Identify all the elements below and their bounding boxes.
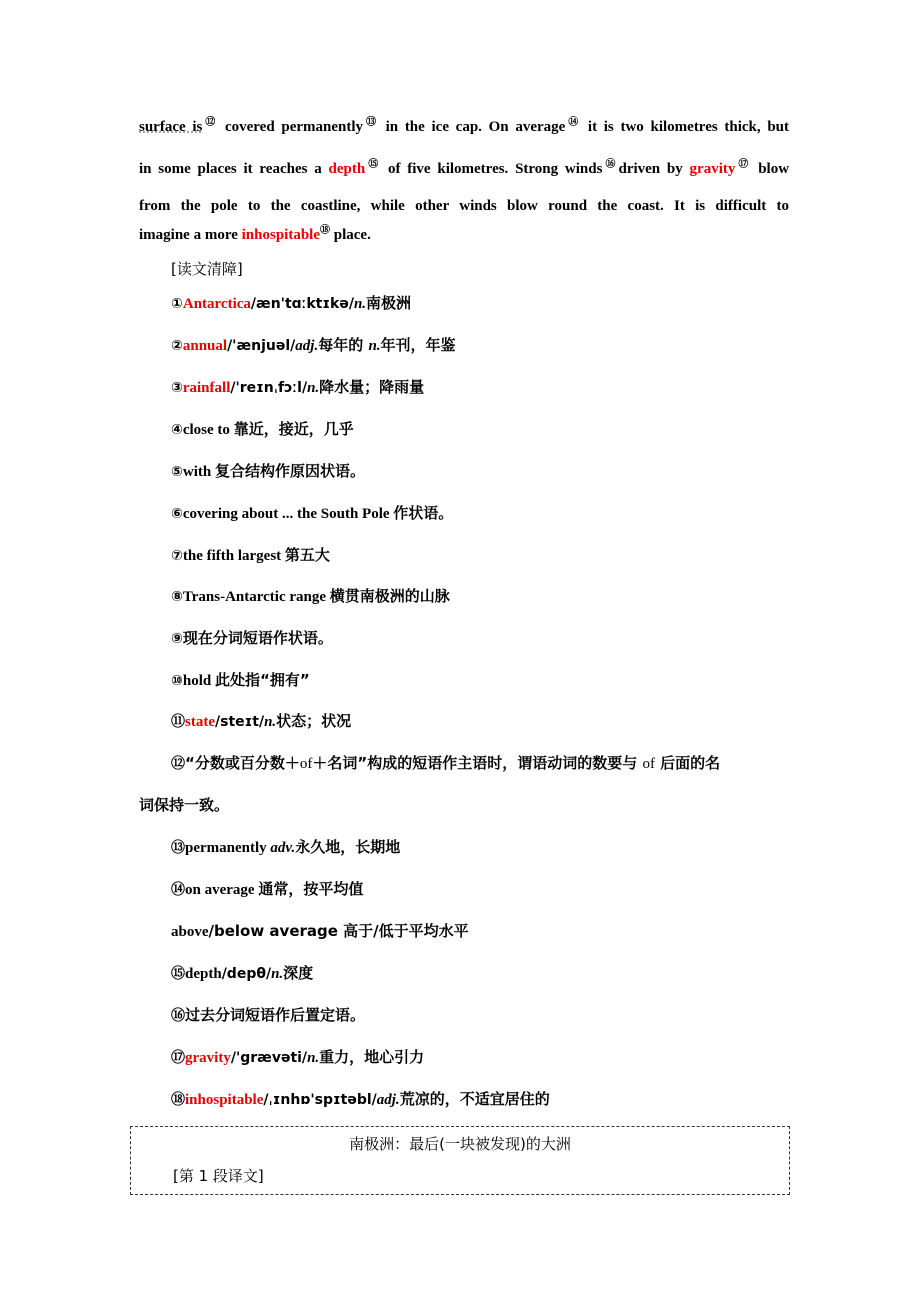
phonetic: /steɪt/ [215,714,265,730]
passage-text: covered permanently [224,119,364,135]
translation-title: 南极洲：最后(一块被发现)的大洲 [349,1135,571,1153]
passage-text: place. [333,227,371,243]
phonetic: /depθ/ [221,966,272,982]
vocab-word: rainfall [182,380,231,396]
keyword-gravity: gravity [689,161,736,177]
note-item-6: ⑥covering about ... the South Pole 作状语。 [171,504,454,522]
passage-text: it is two kilometres thick, but [587,119,790,135]
vocab-word: gravity [185,1050,231,1066]
note-item-11: ⑪state/steɪt/n.状态；状况 [171,712,352,730]
note-item-14: ⑭on average 通常，按平均值 [171,880,364,898]
note-ref-16: ⑯ [602,159,619,170]
note-ref-15: ⑮ [365,159,382,170]
passage-text: blow [758,161,790,177]
passage-text: in the ice cap. On average [385,119,566,135]
phonetic: /'grævəti/ [230,1050,308,1066]
note-item-10: ⑩hold 此处指“拥有” [171,671,310,689]
note-ref-13: ⑬ [363,117,379,128]
note-item-18: ⑱inhospitable/ˌɪnhɒ'spɪtəbl/adj.荒凉的，不适宜居住的 [171,1090,550,1108]
note-item-17: ⑰gravity/'grævəti/n.重力，地心引力 [171,1048,425,1066]
passage-line-1 [139,117,789,137]
vocab-word: inhospitable [185,1092,264,1108]
note-ref-18: ⑱ [320,225,330,236]
vocab-word: annual [182,338,228,354]
passage-text: driven by [618,161,690,177]
phonetic: /æn'tɑːktɪkə/ [250,296,354,312]
passage-line-3: from the pole to the coastline, while other winds blow round the coast. It is difficult to [139,198,789,214]
note-item-14-extra: above/below average 高于/低于平均水平 [171,922,469,940]
note-item-12: ⑫“分数或百分数＋of＋名词”构成的短语作主语时，谓语动词的数要与 of 后面的名 [171,754,721,772]
passage-text: surface is [139,119,203,135]
note-item-5: ⑤with 复合结构作原因状语。 [171,462,365,480]
note-item-16: ⑯过去分词短语作后置定语。 [171,1006,366,1024]
passage-text: imagine a more [139,227,242,243]
note-item-9: ⑨现在分词短语作状语。 [171,629,333,647]
note-item-13: ⑬permanently adv.永久地，长期地 [171,838,401,856]
keyword-inhospitable: inhospitable [241,227,320,243]
note-ref-14: ⑭ [565,117,582,128]
passage-text: in some places it reaches a [139,161,329,177]
notes-heading: [读文清障] [171,260,243,278]
note-ref-17: ⑰ [735,159,752,170]
note-item-4: ④close to 靠近，接近，几乎 [171,420,354,438]
vocab-word: state [185,714,215,730]
passage-text: of five kilometres. Strong winds [388,161,603,177]
translation-box [130,1126,790,1195]
note-item-2: ②annual/'ænjuəl/adj.每年的 n.年刊，年鉴 [171,336,456,354]
keyword-depth: depth [328,161,366,177]
note-ref-12: ⑫ [202,117,219,128]
note-item-12-continued: 词保持一致。 [139,796,230,814]
phonetic: /ˌɪnhɒ'spɪtəbl/ [263,1092,377,1108]
phonetic: /'reɪnˌfɔːl/ [230,380,308,396]
note-item-8: ⑧Trans-Antarctic range 横贯南极洲的山脉 [171,587,450,605]
phonetic: /'ænjuəl/ [227,338,296,354]
passage-line-2 [139,159,789,179]
note-item-1: ①Antarctica/æn'tɑːktɪkə/n.南极洲 [171,294,412,312]
note-item-15: ⑮depth/depθ/n.深度 [171,964,314,982]
vocab-word: Antarctica [182,296,251,312]
note-item-3: ③rainfall/'reɪnˌfɔːl/n.降水量；降雨量 [171,378,425,396]
translation-section-label: [第 1 段译文] [173,1167,264,1185]
passage-line-4 [139,225,789,245]
note-item-7: ⑦the fifth largest 第五大 [171,546,330,564]
